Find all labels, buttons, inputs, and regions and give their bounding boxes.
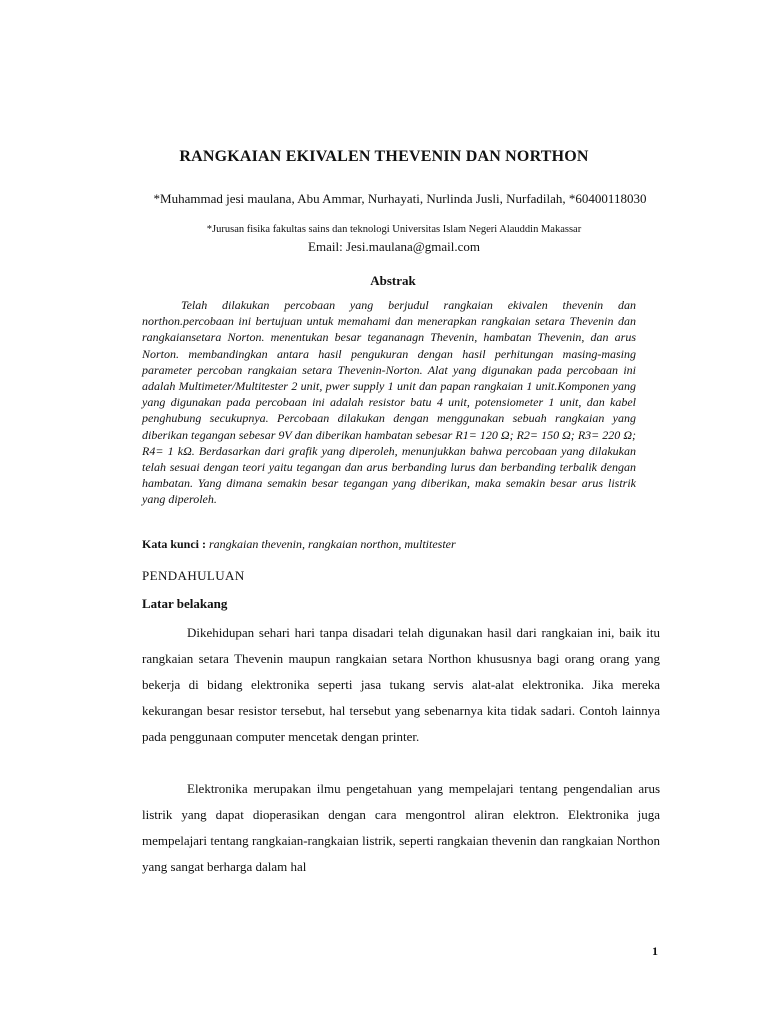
page-number: 1 — [652, 944, 658, 958]
author-affiliation: *Jurusan fisika fakultas sains dan teknologi Universitas Islam Negeri Alauddin Makassar — [206, 224, 582, 235]
abstract-heading: Abstrak — [370, 273, 416, 288]
abstract-body: Telah dilakukan percobaan yang berjudul rangkaian ekivalen thevenin dan northon.percobaan ini bertujuan untuk memahami dan menerapkan rangkaian setara Thevenin dan rangkaiansetara Norton. menentukan besar tegananagn Thevenin, hambatan Thevenin, dan arus Norton. membandingkan antara hasil pengukuran dengan hasil perhitungan masing-masing parameter percoban rangkaian setara Thevenin-Norton. Alat yang digunakan pada percobaan ini adalah Multimeter/Multitester 2 unit, pwer supply 1 unit dan papan rangkaian 1 unit.Komponen yang yang digunakan pada percobaan ini adalah resistor batu 4 unit, potensiometer 1 unit, dan kabel penghubung secukupnya. Percobaan dilakukan dengan menggunakan sebuah rangkaian yang diberikan tegangan sebesar 9V dan diberikan hambatan sebesar R1= 120 Ω; R2= 150 Ω; R3= 220 Ω; R4= 1 kΩ. Berdasarkan dari grafik yang diperoleh, menunjukkan bahwa percobaan yang dilakukan telah sesuai dengan teori yaitu tegangan dan arus berbanding lurus dan berbanding terbalik dengan hambatan. Yang dimana semakin besar tegangan yang diberikan, maka semakin besar arus listrik yang diperoleh. — [142, 298, 636, 507]
subsection-heading-background: Latar belakang — [142, 596, 228, 611]
keywords-value: rangkaian thevenin, rangkaian northon, multitester — [209, 537, 456, 551]
keywords-label: Kata kunci : — [142, 537, 207, 551]
keywords-line — [142, 537, 642, 552]
paper-title: RANGKAIAN EKIVALEN THEVENIN DAN NORTHON — [179, 148, 589, 165]
section-heading-introduction: PENDAHULUAN — [142, 568, 245, 583]
author-list: *Muhammad jesi maulana, Abu Ammar, Nurhayati, Nurlinda Jusli, Nurfadilah, *60400118030 — [153, 191, 647, 206]
contact-email: Email: Jesi.maulana@gmail.com — [308, 239, 480, 254]
body-paragraph: Elektronika merupakan ilmu pengetahuan yang mempelajari tentang pengendalian arus listrik yang dapat dioperasikan dengan cara mengontrol aliran elektron. Elektronika juga mempelajari tentang rangkaian-rangkaian listrik, seperti rangkaian thevenin dan rangkaian Northon yang sangat berharga dalam hal — [142, 781, 660, 874]
body-paragraph: Dikehidupan sehari hari tanpa disadari telah digunakan hasil dari rangkaian ini, baik itu rangkaian setara Thevenin maupun rangkaian setara Northon khususnya bagi orang orang yang bekerja di bidang elektronika seperti jasa tukang servis alat-alat elektronika. Jika mereka kekurangan besar resistor tersebut, hal tersebut yang sebenarnya kita tidak sadari. Contoh lainnya pada penggunaan computer mencetak dengan printer. — [142, 625, 660, 744]
